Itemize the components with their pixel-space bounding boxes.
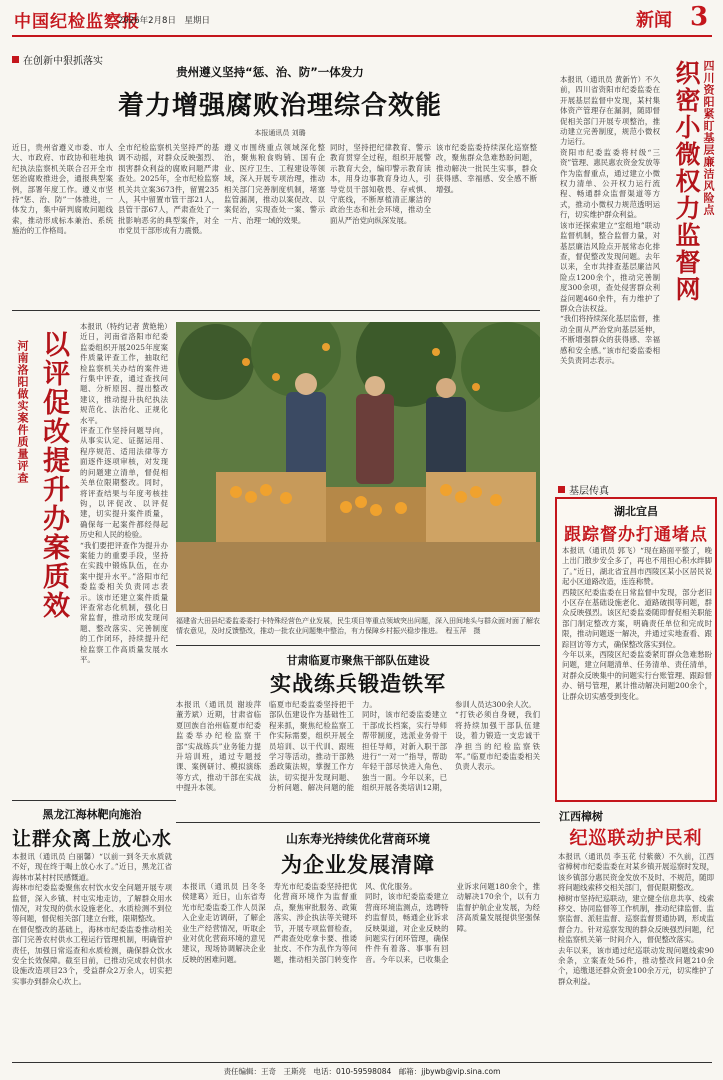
article-body: 本报讯（通讯员 郭飞）“现在路面平整了，晚上出门散步安全多了，再也不用担心积水绊脚了。”近日，湖北省宜昌市西陵区某小区居民说起小区道路改造，连连称赞。 西陵区纪委监委在日常监督中发现，部分老旧小区存在基础设施老化、道路破损等问题，群众反映强烈。该区纪委监委随即督促相关职能部门制定整改方案，明确责任单位和完成时限，推动问题逐一解决，并通过实地查看、跟踪回访等方式，确保整改落实到位。 今年以来，西陵区纪委监委紧盯群众急难愁盼问题，建立问题清单、任务清单、责任清单，对群众反映集中的问题实行台账管理、跟踪督办、销号管理，累计推动解决问题200余个，让群众切实感受到变化。 [562, 546, 712, 701]
divider [176, 645, 540, 646]
article-subtitle: 黑龙江海林靶向施治 [42, 808, 142, 821]
article-body: 本报讯（通讯员 黄新竹）不久前，四川省资阳市纪委监委在开展基层监督中发现，某村集体资产管理存在漏洞，随即督促相关部门开展专项整治，推动建立完善制度，规范小微权力运行。 资阳市纪委监委将村级“三资”管理、惠民惠农资金发放等作为监督重点，通过建立小微权力清单、公开权力运行流程、畅通群众监督渠道等方式，推动小微权力规范透明运行，切实维护群众利益。 该市还探索建立“室组地”联动监督机制，整合监督力量，对基层廉洁风险点开展常态化排查，督促整改发现问题。去年以来，全市共排查基层廉洁风险点1200余个，推动完善制度300余项，查处侵害群众利益问题460余件，有力维护了群众合法权益。 “我们将持续深化基层监督，推动全面从严治党向基层延伸，不断增强群众的获得感、幸福感和安全感。”该市纪委监委相关负责同志表示。 [560, 75, 660, 365]
article-kicker: 湖北宜昌 [614, 505, 658, 518]
article-body: 本报讯（通讯员 李玉花 付紫薇）不久前，江西省樟树市纪委监委在对某乡镇开展巡察时发现，该乡镇部分惠民资金发放不及时、不规范，随即将问题线索移交相关部门，督促限期整改。 樟树市坚持纪巡联动，建立健全信息共享、线索移交、协同监督等工作机制，推动纪律监督、监察监督、派驻监督、巡察监督贯通协调，形成监督合力。针对巡察发现的群众反映强烈问题，纪检监察机关第一时间介入，督促整改落实。 去年以来，该市通过纪巡联动发现问题线索90余条，立案查处56件，推动整改问题210余个，追缴退还群众资金100余万元，切实维护了群众利益。 [558, 852, 714, 986]
article-vertical-title: 以评促改提升办案质效 [38, 330, 69, 620]
article-body: 本报讯（通讯员 谢竣萍 董芳斌）近期，甘肃省临夏回族自治州临夏市纪委监委举办纪检监察干部“实战练兵”业务能力提升培训班，通过专题授课、案例研讨、模拟演练等方式，推动干部在实战中提升本领。 临夏市纪委监委坚持把干部队伍建设作为基础性工程来抓，聚焦纪检监察工作实际需要，组织开展全员培训、以干代训、跟班学习等活动，推动干部熟悉政策法规，掌握工作方法，切实提升发现问题、分析问题、解决问题的能力。 同时，该市纪委监委建立干部成长档案，实行导师帮带制度，选派业务骨干担任导师，对新入职干部进行“一对一”指导，帮助年轻干部尽快进入角色、独当一面。今年以来，已组织开展各类培训12期，参训人员达300余人次。 “打铁必须自身硬，我们将持续加强干部队伍建设，着力锻造一支忠诚干净担当的纪检监察铁军。”临夏市纪委监委相关负责人表示。 [176, 700, 540, 793]
article-title: 让群众离上放心水 [12, 828, 173, 850]
article-vertical-subtitle: 河南洛阳做实案件质量评查 [16, 340, 29, 484]
square-icon [12, 56, 19, 63]
article-byline: 本报通讯员 刘璐 [254, 129, 306, 137]
newspaper-logo: 中国纪检监察报 [14, 12, 140, 32]
square-icon [558, 486, 565, 493]
article-title: 实战练兵锻造铁军 [270, 671, 446, 696]
article-title: 为企业发展清障 [281, 852, 435, 877]
article-column: 该市纪委监委持续深化巡察整改，聚焦群众急难愁盼问题，推动解决一批民生实事，群众获得感、幸福感、安全感不断增强。 [436, 143, 537, 194]
divider [12, 800, 176, 801]
section-label: 基层传真 [569, 486, 609, 497]
divider [12, 310, 540, 311]
section-header [12, 52, 103, 67]
news-photo [176, 322, 540, 612]
article-column: 全市纪检监察机关坚持严的基调不动摇，对群众反映强烈、损害群众利益的腐败问题严肃查处。2025年，全市纪检监察机关共立案3673件，留置235人，其中留置市管干部21人，县管干部67人，严肃查处了一批影响恶劣的典型案件，对全市党员干部形成有力震慑。 [118, 143, 219, 236]
divider [176, 822, 540, 823]
article-title: 纪巡联动护民利 [569, 828, 703, 849]
photo-caption: 福建省大田县纪委监委委打卡特殊经营色产业发展，民生项目等重点领域突出问题，深入田间地头与群众面对面了解农情农意见，及时反馈整改，推动一批农业问题集中整治，有力保障乡村振兴稳步推进。 程玉萍 摄 [176, 617, 540, 635]
masthead-rule [12, 35, 712, 37]
section-name: 新闻 [636, 10, 672, 31]
article-vertical-title: 织密小微权力监督网 [672, 60, 701, 303]
article-body: 本报讯（特约记者 黄艳艳）近日，河南省洛阳市纪委监委组织开展2025年度案件质量评查工作，抽取纪检监察机关办结的案件进行集中评查，通过查找问题、分析原因、提出整改建议，推动提升执纪执法规范化、法治化、正规化水平。 评查工作坚持问题导向，从事实认定、证据运用、程序规范、适用法律等方面逐件逐项审核，对发现的问题建立清单，督促相关单位限期整改。同时，将评查结果与年度考核挂钩，以评促改、以评促建，切实提升案件质量，确保每一起案件都经得起历史和人民的检验。 “我们要把评查作为提升办案能力的重要手段，坚持在实践中锻炼队伍，在办案中提升水平。”洛阳市纪委监委相关负责同志表示。该市还建立案件质量评查常态化机制，强化日常监督，推动形成发现问题、整改落实、完善制度的工作闭环，持续提升纪检监察工作高质量发展水平。 [80, 322, 168, 664]
article-body-continued [12, 765, 172, 795]
article-body: 本报讯（通讯员 白丽馨）“以前一到冬天水质就不好，现在终于喝上放心水了。”近日，黑龙江省海林市某村村民感慨道。 海林市纪委监委聚焦农村饮水安全问题开展专项监督，深入乡镇、村屯实地走访，了解群众用水情况，对发现的供水设施老化、水质检测不到位等问题，督促相关部门建立台账，限期整改。 在督促整改的基础上，海林市纪委监委推动相关部门完善农村供水工程运行管理机制，明确管护责任，加强日常巡查和水质检测，确保群众饮水安全长效保障。截至目前，已推动完成农村供水设施改造项目23个，受益群众2万余人，切实把实事办到群众心坎上。 [12, 852, 172, 986]
article-body: 本报讯（通讯员 吕冬冬 侯建葛）近日，山东省寿光市纪委监委工作人员深入企业走访调研，了解企业生产经营情况，听取企业对优化营商环境的意见建议，现场协调解决企业反映的困难问题。 寿光市纪委监委坚持把优化营商环境作为监督重点，聚焦审批服务、政策落实、涉企执法等关键环节，开展专项监督检查，严肃查处吃拿卡要、推诿扯皮、不作为乱作为等问题，推动相关部门转变作风、优化服务。 同时，该市纪委监委建立营商环境监测点，选聘特约监督员，畅通企业诉求反映渠道，对企业反映的问题实行闭环管理，确保件件有着落、事事有回音。今年以来，已收集企业诉求问题180余个，推动解决170余个，以有力监督护航企业发展，为经济高质量发展提供坚强保障。 [182, 882, 540, 964]
article-vertical-subtitle: 四川资阳紧盯基层廉洁风险点 [702, 60, 715, 216]
photo-illustration [176, 322, 540, 612]
article-title: 着力增强腐败治理综合效能 [117, 91, 442, 121]
article-column: 同时，坚持把纪律教育、警示教育贯穿全过程，组织开展警示教育大会，编印警示教育读本，用身边事教育身边人，引导党员干部知敬畏、存戒惧、守底线，不断厚植清正廉洁的政治生态和社会环境，推动全面从严治党向纵深发展。 [330, 143, 431, 225]
article-column: 近日，贵州省遵义市委、市人大、市政府、市政协和驻地执纪执法监察机关联合召开全市惩治腐败推进会，通报典型案例，部署年度工作。遵义市坚持“惩、治、防”一体推进，一体发力，集中研判腐败问题线索，推动形成标本兼治、系统施治的工作格局。 [12, 143, 113, 236]
article-column: 遵义市围绕重点领域深化整治，聚焦粮食购销、国有企业、医疗卫生、工程建设等领域，深入开展专项治理，推动相关部门完善制度机制，堵塞监管漏洞，推动以案促改、以案促治，实现查处一案、警示一片、治理一域的效果。 [224, 143, 325, 225]
issue-date: 2026年2月8日 星期日 [118, 16, 210, 26]
article-subtitle: 甘肃临夏市聚焦干部队伍建设 [286, 654, 430, 667]
footer-info: 责任编辑：王奇 王斯亮 电话：010-59598084 邮箱：jjbywb@vip.sina.com [223, 1067, 501, 1076]
section-label: 在创新中狠抓落实 [23, 56, 103, 67]
footer-rule [12, 1062, 712, 1063]
article-subtitle: 贵州遵义坚持“惩、治、防”一体发力 [176, 65, 364, 79]
article-kicker: 江西樟树 [559, 810, 603, 823]
article-subtitle: 山东寿光持续优化营商环境 [285, 832, 430, 846]
page-number: 3 [690, 2, 709, 32]
article-title: 跟踪督办打通堵点 [564, 525, 708, 545]
section-header [558, 482, 609, 497]
